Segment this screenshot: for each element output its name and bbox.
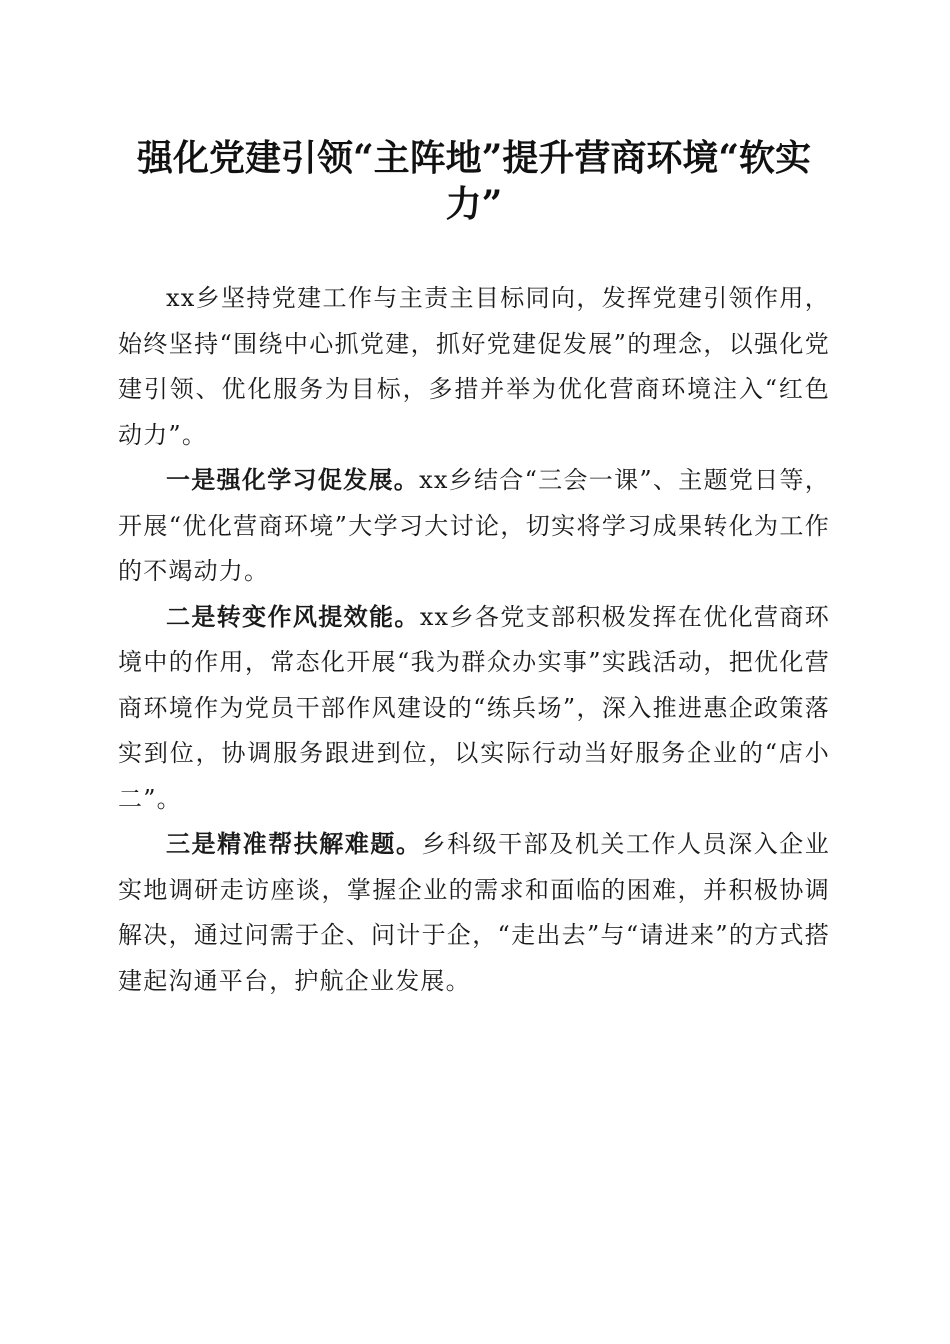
document-title: 强化党建引领“主阵地”提升营商环境“软实力” — [136, 137, 812, 225]
paragraph-lead: 三是精准帮扶解难题。 — [166, 830, 422, 858]
document-body — [118, 276, 830, 1004]
paragraph-intro — [118, 276, 830, 458]
paragraph-style — [118, 595, 830, 823]
paragraph-text: xx乡各党支部积极发挥在优化营商环境中的作用，常态化开展“我为群众办实事”实践活动，把优化营商环境作为党员干部作风建设的“练兵场”，深入推进惠企政策落实到位，协调服务跟进到位，以实际行动当好服务企业的“店小二”。 — [118, 602, 830, 813]
paragraph-study — [118, 458, 830, 595]
paragraph-lead: 一是强化学习促发展。 — [166, 466, 420, 494]
paragraph-text: xx乡坚持党建工作与主责主目标同向，发挥党建引领作用，始终坚持“围绕中心抓党建，抓好党建促发展”的理念，以强化党建引领、优化服务为目标，多措并举为优化营商环境注入“红色动力”。 — [118, 284, 830, 449]
paragraph-text: 乡科级干部及机关工作人员深入企业实地调研走访座谈，掌握企业的需求和面临的困难，并积极协调解决，通过问需于企、问计于企，“走出去”与“请进来”的方式搭建起沟通平台，护航企业发展。 — [118, 830, 831, 995]
paragraph-support — [118, 822, 830, 1004]
paragraph-lead: 二是转变作风提效能。 — [166, 602, 420, 631]
paragraph-text: xx乡结合“三会一课”、主题党日等，开展“优化营商环境”大学习大讨论，切实将学习成果转化为工作的不竭动力。 — [118, 466, 830, 585]
